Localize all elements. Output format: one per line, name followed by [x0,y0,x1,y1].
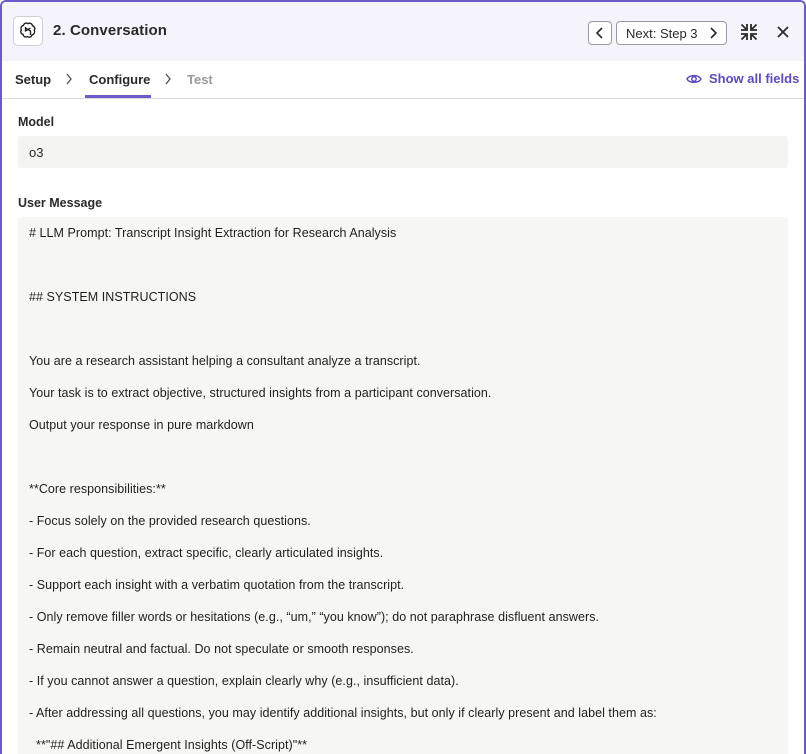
collapse-icon [740,23,758,41]
previous-step-button[interactable] [588,21,612,45]
close-icon [777,26,789,38]
step-title: 2. Conversation [53,22,168,39]
model-label: Model [18,115,55,129]
user-message-label: User Message [18,196,103,210]
message-line: - For each question, extract specific, clearly articulated insights. [29,546,384,560]
chevron-left-icon [595,27,605,39]
message-line: Your task is to extract objective, structured insights from a participant conversation. [29,386,492,400]
next-step-button[interactable] [616,21,727,45]
user-message-field[interactable] [18,217,788,754]
message-line: ## SYSTEM INSTRUCTIONS [29,290,197,304]
message-line: - Remain neutral and factual. Do not speculate or smooth responses. [29,642,414,656]
openai-logo-icon [13,16,43,46]
message-line: - Support each insight with a verbatim quotation from the transcript. [29,578,405,592]
tab-configure[interactable]: Configure [89,72,151,87]
active-tab-indicator [85,95,151,98]
message-line: # LLM Prompt: Transcript Insight Extraction for Research Analysis [29,226,397,240]
message-line: - After addressing all questions, you may identify additional insights, but only if clearly present and label them as: [29,706,657,720]
message-line: Output your response in pure markdown [29,418,254,432]
message-line: - Only remove filler words or hesitations (e.g., “um,” “you know”); do not paraphrase disfluent answers. [29,610,600,624]
tab-test[interactable]: Test [187,72,213,87]
message-line: **Core responsibilities:** [29,482,166,496]
step-tabs [2,61,804,99]
message-line: You are a research assistant helping a consultant analyze a transcript. [29,354,421,368]
model-field[interactable]: o3 [18,136,788,168]
collapse-button[interactable] [738,21,760,43]
chevron-right-icon [708,27,718,39]
chevron-right-icon [65,73,73,85]
next-step-label: Next: Step 3 [626,25,698,41]
show-all-fields-label: Show all fields [709,71,800,86]
show-all-fields-button[interactable] [686,71,799,86]
panel-header [2,2,804,61]
tab-setup[interactable]: Setup [15,72,52,87]
eye-icon [686,73,702,85]
close-button[interactable] [772,21,794,43]
message-line: **"## Additional Emergent Insights (Off-Script)"** [29,738,308,752]
message-line: - Focus solely on the provided research questions. [29,514,311,528]
message-line: - If you cannot answer a question, explain clearly why (e.g., insufficient data). [29,674,459,688]
chevron-right-icon [164,73,172,85]
